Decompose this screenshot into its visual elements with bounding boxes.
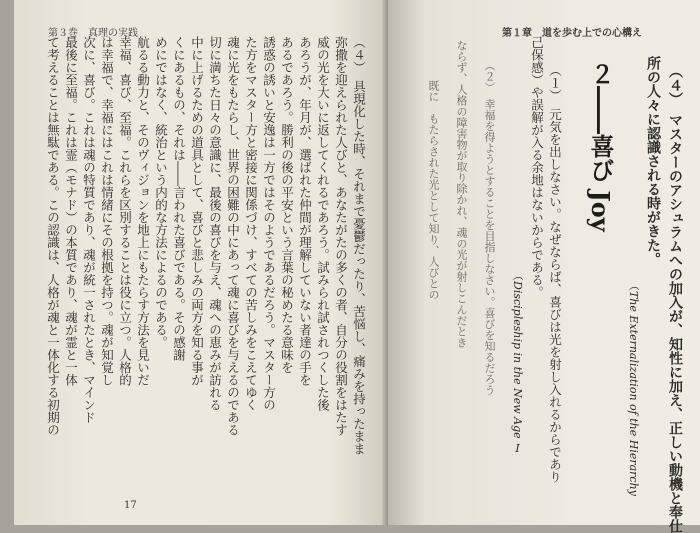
text-column: 魂に光をもたらし、世界の困難の中にあって魂に喜びを与えるのである (225, 36, 241, 436)
numbered-item: （１） 元気を出しなさい。なぜならば、喜びは光を射し入れるからであり (547, 64, 563, 483)
faint-text-column: （２） 幸福を得ようとすることを目指しなさい。喜びを知るだろう (483, 60, 496, 396)
running-head: 第３巻 真理の実践 (48, 28, 138, 39)
text-column: あろうが、年月が、選ばれた仲間が理解していない者達の手を (297, 36, 313, 386)
numbered-item: 己保感）や誤解が入る余地はないからである。 (529, 36, 545, 299)
text-column: （４） 具現化した時、それまで憂鬱だったり、苦悩し、痛みを持ったまま (351, 36, 367, 455)
citation: （Discipleship in the New Age Ⅰ (511, 270, 524, 456)
text-column: は幸福で、幸福にはこれは情緒にその根拠を持つ。魂が知覚し (99, 36, 115, 386)
text-column: て考えることは無駄である。この認識は、人格が魂と一体化する初期の (45, 36, 61, 436)
text-column: た方をマスター方と密接に関係づけ、すべての苦しみをこえてゆく (243, 36, 259, 411)
text-column: 切に満ちた日々の意識に、最後の喜びを与え、魂への恵みが訪れる (207, 36, 223, 411)
text-column: 所の人々に認識される時がきた。 (645, 56, 661, 266)
text-column: あるであろう。勝利の後の平安という言葉の秘めたる意味を (279, 36, 295, 374)
right-page (388, 0, 700, 533)
text-column: めにではなく、統治という内的な方法によるのである。 (153, 36, 169, 349)
text-column: くにあるもの、それは――言われた喜びである。その感謝 (171, 36, 187, 361)
text-column: 航るる動力と、そのヴィジョンを地上にもたらす方法を見いだ (135, 36, 151, 386)
text-column: 誘惑の誘いと安逸は一方ではそのようであるだろう。マスター方の (261, 36, 277, 411)
faint-text-column: ならず、人格の障害物が取り除かれ、魂の光が射しこんだとき (455, 40, 468, 348)
text-column: 次に、喜び。これは魂の特質であり、魂が統一されたとき、マインド (81, 36, 97, 424)
text-column: 弥撒を迎えられた人びと、あなたがたの多くの者、自分の役割をはたす (333, 36, 349, 436)
citation: （The Externalization of the Hierarchy (627, 280, 640, 496)
text-column: 最後に至福。これは霊（モナド）の本質であり、魂が霊と一体 (63, 36, 79, 386)
chapter-heading: ２――喜び Joy (586, 62, 615, 232)
text-column: 幸福、喜び、至福。これらを区別することは役に立つ。人格的 (117, 36, 133, 386)
page-number: 17 (124, 500, 137, 511)
text-column: 中に上げるための道具として、喜びと悲しみの両方を知る事が (189, 36, 205, 386)
text-column: 威の光を大いに返してくれるであろう。試みられ試されつくした後 (315, 36, 331, 411)
running-head: 第１章 道を歩む上での心構え (502, 28, 642, 39)
faint-text-column: 既に もたらされた光として知り、人びとの (427, 80, 440, 300)
text-column: （４） マスターのアシュラムへの加入が、知性に加え、正しい動機と奉仕 (667, 64, 683, 533)
left-page (14, 0, 388, 525)
